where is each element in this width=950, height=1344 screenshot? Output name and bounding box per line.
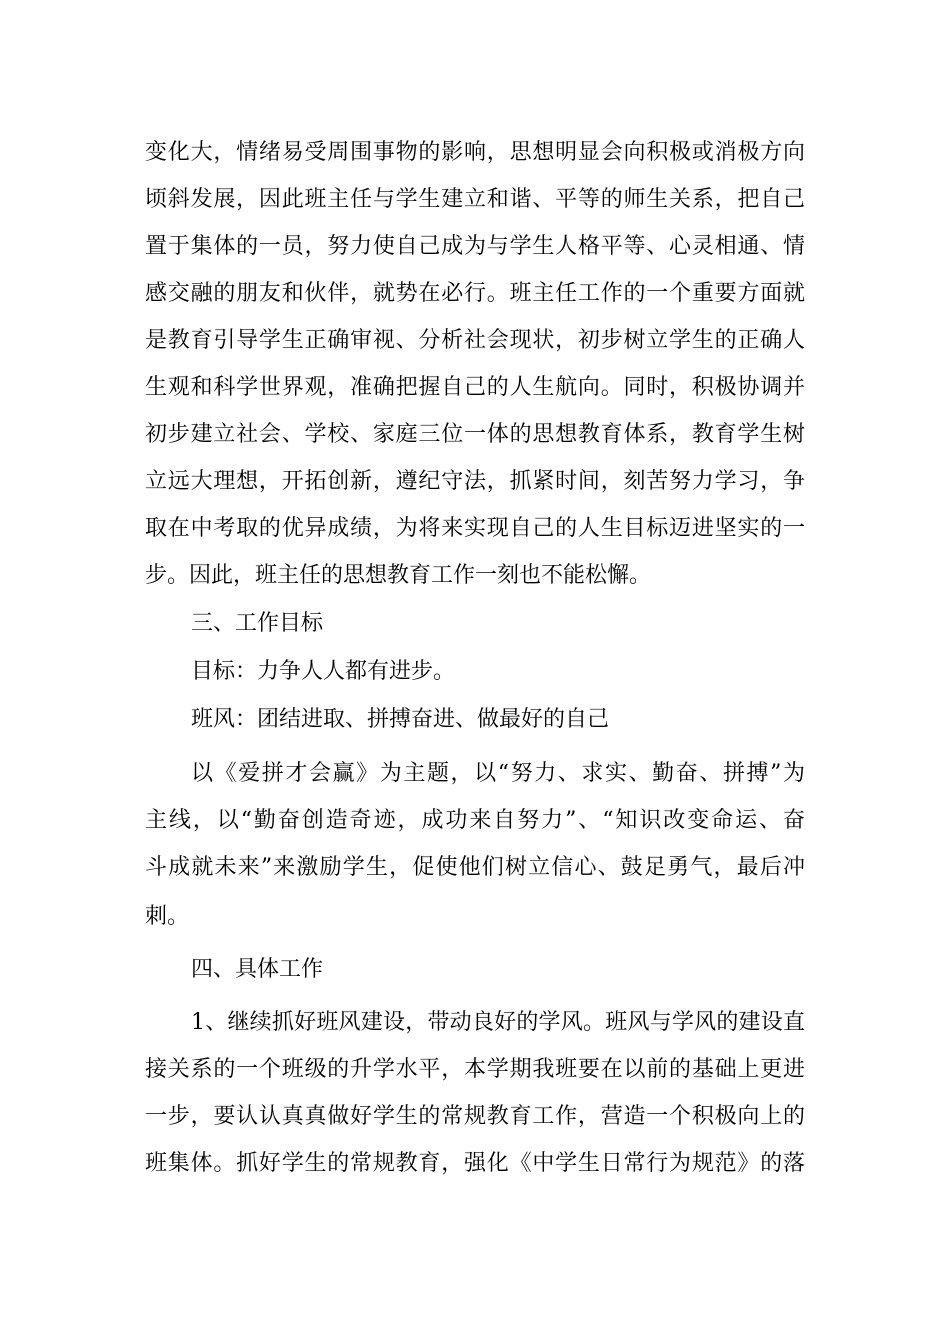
paragraph-line: 顷斜发展，因此班主任与学生建立和谐、平等的师生关系，把自己	[145, 187, 805, 212]
paragraph-line: 以《爱拼才会赢》为主题，以“努力、求实、勤奋、拼搏”为	[191, 761, 805, 786]
section-heading: 三、工作目标	[191, 611, 324, 636]
section-heading: 四、具体工作	[191, 957, 324, 982]
paragraph-line: 初步建立社会、学校、家庭三位一体的思想教育体系，教育学生树	[145, 422, 805, 447]
paragraph-line: 1、继续抓好班风建设，带动良好的学风。班风与学风的建设直	[191, 1010, 805, 1035]
paragraph-line: 步。因此，班主任的思想教育工作一刻也不能松懈。	[145, 563, 652, 588]
paragraph-line: 置于集体的一员，努力使自己成为与学生人格平等、心灵相通、情	[145, 234, 805, 259]
paragraph-line: 主线，以“勤奋创造奇迹，成功来自努力”、“知识改变命运、奋	[145, 808, 805, 833]
goal-line: 目标：力争人人都有进步。	[191, 659, 456, 684]
paragraph-line: 班集体。抓好学生的常规教育，强化《中学生日常行为规范》的落	[145, 1151, 805, 1176]
class-motto-line: 班风：团结进取、拼搏奋进、做最好的自己	[191, 707, 610, 732]
paragraph-line: 接关系的一个班级的升学水平，本学期我班要在以前的基础上更进	[145, 1057, 805, 1082]
paragraph-line: 刺。	[145, 904, 190, 929]
paragraph-line: 变化大，情绪易受周围事物的影响，思想明显会向积极或消极方向	[145, 140, 805, 165]
paragraph-line: 立远大理想，开拓创新，遵纪守法，抓紧时间，刻苦努力学习，争	[145, 469, 805, 494]
paragraph-line: 是教育引导学生正确审视、分析社会现状，初步树立学生的正确人	[145, 328, 805, 353]
paragraph-line: 一步，要认认真真做好学生的常规教育工作，营造一个积极向上的	[145, 1104, 805, 1129]
paragraph-line: 取在中考取的优异成绩，为将来实现自己的人生目标迈进坚实的一	[145, 516, 805, 541]
paragraph-line: 感交融的朋友和伙伴，就势在必行。班主任工作的一个重要方面就	[145, 281, 805, 306]
paragraph-line: 斗成就未来”来激励学生，促使他们树立信心、鼓足勇气，最后冲	[145, 855, 805, 880]
paragraph-line: 生观和科学世界观，准确把握自己的人生航向。同时，积极协调并	[145, 375, 805, 400]
